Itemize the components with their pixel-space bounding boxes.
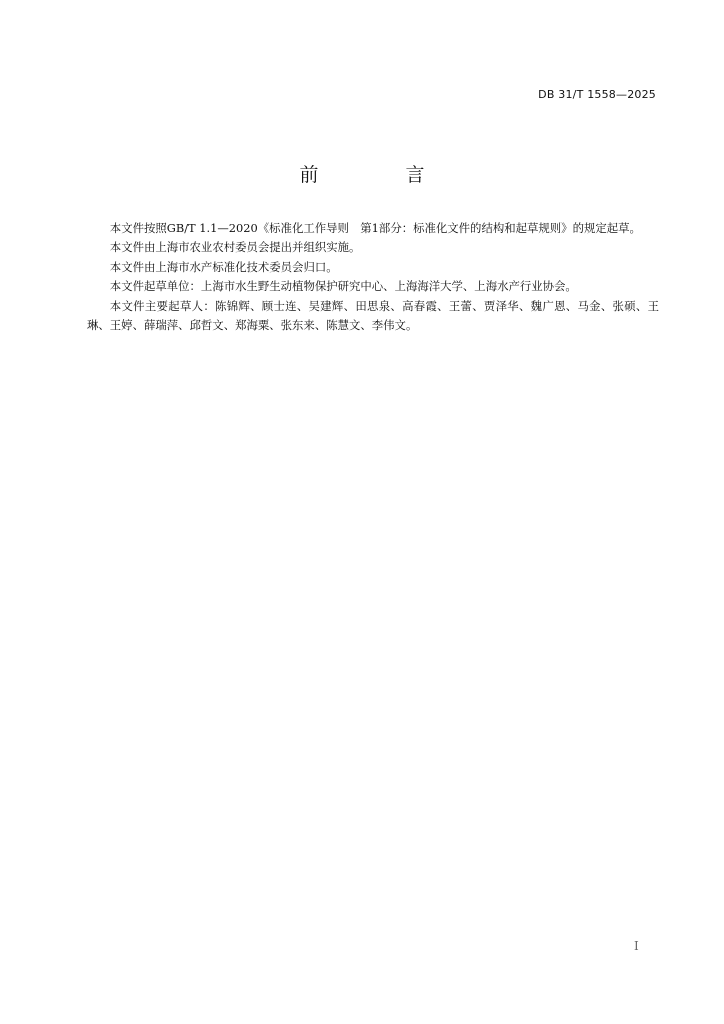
preface-paragraph-drafters: 本文件主要起草人：陈锦辉、顾士连、吴建辉、田思泉、高春霞、王蕾、贾泽华、魏广恩、马金、张硕、王琳、王婷、薛瑞萍、邱哲文、郑海粟、张东来、陈慧文、李伟文。 xyxy=(87,298,659,333)
preface-paragraph-drafting-rules: 本文件按照GB/T 1.1—2020《标准化工作导则 第1部分：标准化文件的结构和起草规则》的规定起草。 xyxy=(109,221,641,235)
preface-paragraph-proposer: 本文件由上海市农业农村委员会提出并组织实施。 xyxy=(109,240,361,255)
page-title: 前 言 xyxy=(299,164,459,186)
page-number: I xyxy=(634,939,639,953)
preface-paragraph-drafting-units: 本文件起草单位：上海市水生野生动植物保护研究中心、上海海洋大学、上海水产行业协会。 xyxy=(109,279,577,294)
preface-paragraph-administrator: 本文件由上海市水产标准化技术委员会归口。 xyxy=(109,259,338,274)
preface-body xyxy=(87,219,659,335)
document-code: DB 31/T 1558—2025 xyxy=(538,88,656,101)
